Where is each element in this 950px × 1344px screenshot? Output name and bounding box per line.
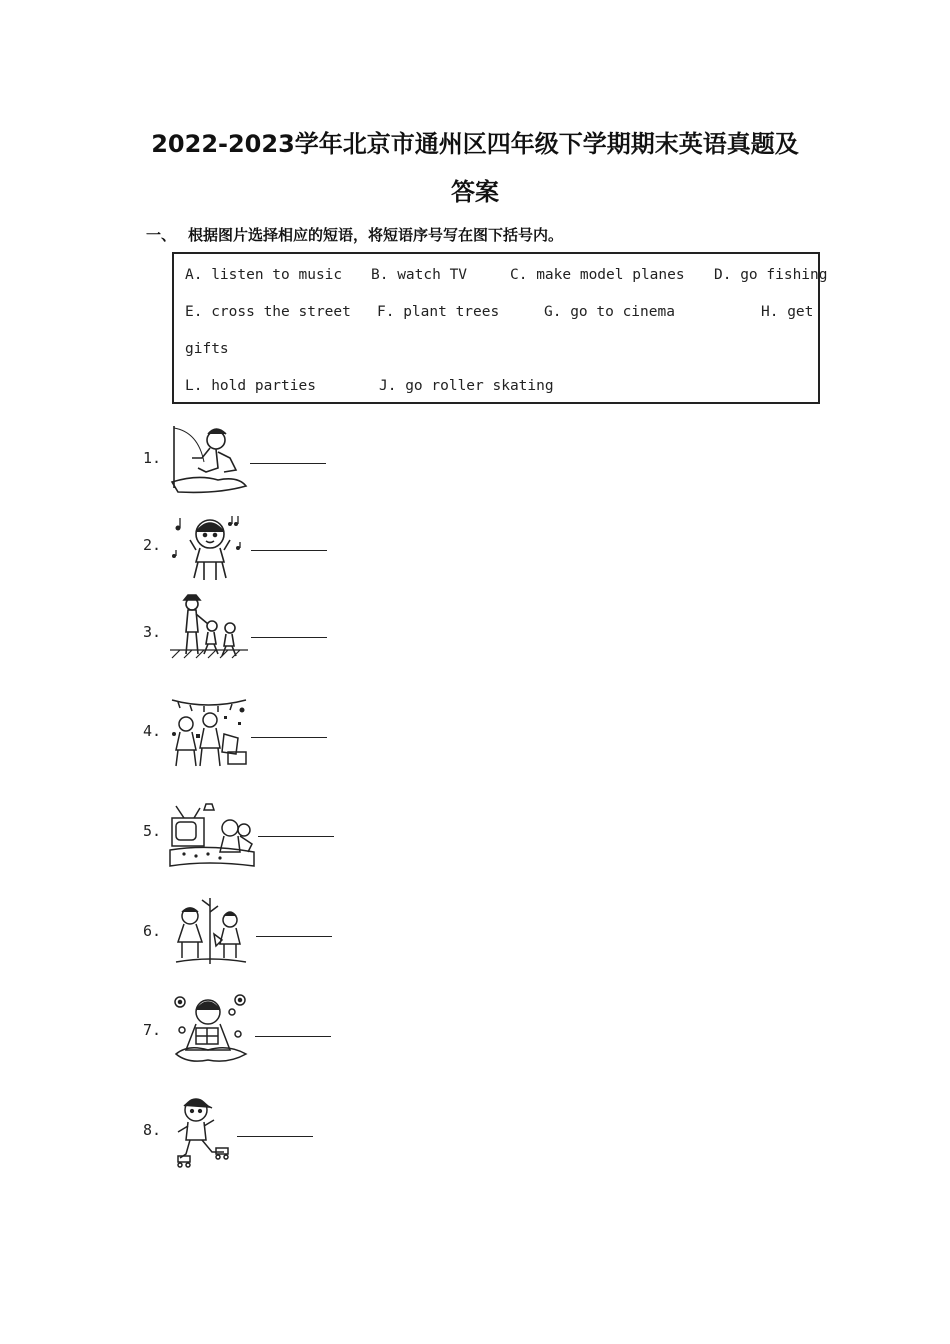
question-number-8: 8.	[143, 1121, 162, 1139]
option-a: A. listen to music	[185, 267, 343, 283]
option-b: B. watch TV	[371, 267, 468, 283]
option-d: D. go fishing	[714, 267, 828, 283]
option-f: F. plant trees	[377, 304, 500, 320]
answer-blank-7[interactable]	[255, 1036, 331, 1037]
answer-blank-2[interactable]	[251, 550, 327, 551]
question-number-6: 6.	[143, 922, 162, 940]
answer-blank-1[interactable]	[250, 463, 326, 464]
answer-blank-6[interactable]	[256, 936, 332, 937]
roller-skating-picture	[172, 1092, 236, 1172]
option-l: L. hold parties	[185, 378, 316, 394]
girl-listening-music-picture	[170, 510, 250, 582]
page-title-continued: 答案	[451, 178, 499, 206]
section-instruction: 根据图片选择相应的短语，将短语序号写在图下括号内。	[188, 226, 564, 244]
girl-gift-picture	[168, 990, 254, 1068]
option-h: H. get	[761, 304, 814, 320]
phrase-options-box	[172, 252, 828, 404]
question-number-4: 4.	[143, 722, 162, 740]
section-number: 一、	[146, 226, 177, 244]
question-number-7: 7.	[143, 1021, 162, 1039]
question-number-3: 3.	[143, 623, 162, 641]
crossing-street-picture	[168, 592, 250, 666]
answer-blank-5[interactable]	[258, 836, 334, 837]
page-title: 2022-2023学年北京市通州区四年级下学期期末英语真题及	[151, 130, 799, 158]
answer-blank-8[interactable]	[237, 1136, 313, 1137]
answer-blank-4[interactable]	[251, 737, 327, 738]
section-heading	[146, 224, 563, 245]
boy-fishing-picture	[168, 422, 248, 494]
question-number-1: 1.	[143, 449, 162, 467]
question-number-5: 5.	[143, 822, 162, 840]
answer-blank-3[interactable]	[251, 637, 327, 638]
option-c: C. make model planes	[510, 267, 685, 283]
option-e: E. cross the street	[185, 304, 351, 320]
option-j: J. go roller skating	[379, 378, 554, 394]
party-picture	[168, 694, 250, 770]
question-number-2: 2.	[143, 536, 162, 554]
watching-tv-picture	[168, 796, 258, 868]
option-h-continued: gifts	[185, 341, 229, 357]
option-g: G. go to cinema	[544, 304, 675, 320]
planting-tree-picture	[170, 894, 252, 968]
